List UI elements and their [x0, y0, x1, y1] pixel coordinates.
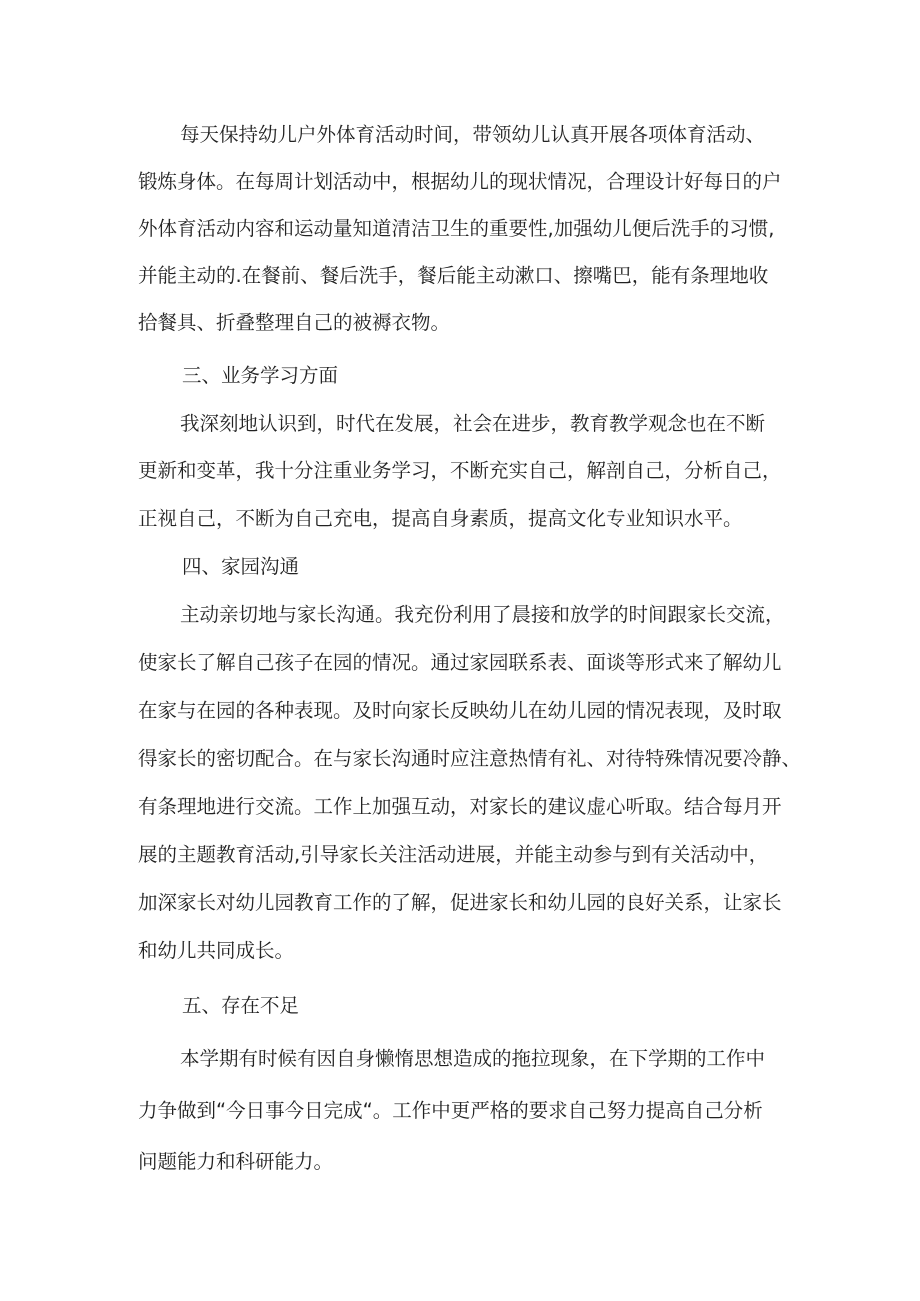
paragraph-line: 和幼儿共同成长。	[138, 939, 295, 962]
paragraph-line: 更新和变革，我十分注重业务学习，不断充实自己，解剖自己，分析自己，	[138, 459, 782, 482]
section-heading-home-school: 四、家园沟通	[182, 555, 300, 578]
paragraph-line: 我深刻地认识到，时代在发展，社会在进步，教育教学观念也在不断	[180, 412, 766, 435]
paragraph-line: 在家与在园的各种表现。及时向家长反映幼儿在幼儿园的情况表现，及时取	[138, 699, 782, 722]
paragraph-line: 主动亲切地与家长沟通。我充份利用了晨接和放学的时间跟家长交流，	[180, 603, 785, 626]
paragraph-line: 每天保持幼儿户外体育活动时间，带领幼儿认真开展各项体育活动、	[180, 123, 766, 146]
section-heading-shortcomings: 五、存在不足	[182, 994, 300, 1017]
paragraph-line: 锻炼身体。在每周计划活动中，根据幼儿的现状情况，合理设计好每日的户	[138, 170, 782, 193]
paragraph-line: 力争做到“今日事今日完成“。工作中更严格的要求自己努力提高自己分析	[138, 1099, 763, 1122]
paragraph-line: 有条理地进行交流。工作上加强互动，对家长的建议虚心听取。结合每月开	[138, 795, 782, 818]
paragraph-line: 加深家长对幼儿园教育工作的了解，促进家长和幼儿园的良好关系，让家长	[138, 891, 782, 914]
paragraph-line: 拾餐具、折叠整理自己的被褥衣物。	[138, 311, 451, 334]
paragraph-line: 问题能力和科研能力。	[138, 1150, 334, 1173]
section-heading-business-study: 三、业务学习方面	[182, 364, 339, 387]
paragraph-line: 使家长了解自己孩子在园的情况。通过家园联系表、面谈等形式来了解幼儿	[138, 651, 782, 674]
paragraph-line: 并能主动的.在餐前、餐后洗手，餐后能主动漱口、擦嘴巴，能有条理地收	[138, 264, 769, 287]
paragraph-line: 正视自己，不断为自己充电，提高自身素质，提高文化专业知识水平。	[138, 507, 743, 530]
paragraph-line: 外体育活动内容和运动量知道清洁卫生的重要性,加强幼儿便后洗手的习惯,	[138, 217, 775, 240]
paragraph-line: 得家长的密切配合。在与家长沟通时应注意热情有礼、对待特殊情况要冷静、	[138, 747, 802, 770]
paragraph-line: 本学期有时候有因自身懒惰思想造成的拖拉现象，在下学期的工作中	[180, 1047, 766, 1070]
paragraph-line: 展的主题教育活动,引导家长关注活动进展，并能主动参与到有关活动中，	[138, 843, 769, 866]
